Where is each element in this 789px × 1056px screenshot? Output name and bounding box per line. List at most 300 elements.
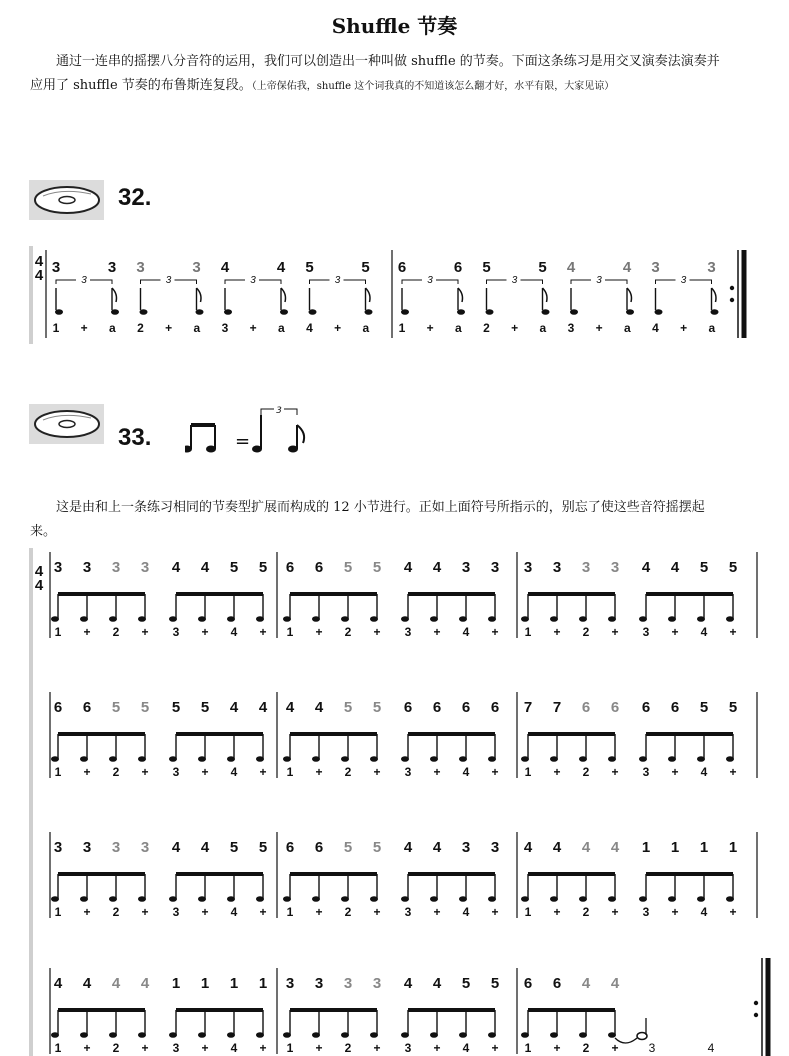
note-head (370, 1032, 378, 1038)
tab-fret-number: 4 (258, 699, 268, 716)
beat-count-label: + (671, 625, 679, 639)
note-head (169, 1032, 177, 1038)
tab-fret-number: 3 (581, 559, 591, 576)
tab-fret-number: 4 (220, 259, 230, 276)
tab-fret-number: 3 (490, 839, 500, 856)
note-head (608, 896, 616, 902)
note-head (697, 756, 705, 762)
note-head (486, 309, 494, 315)
intro-paragraph (30, 50, 720, 99)
note-head (401, 616, 409, 622)
tab-fret-number: 3 (552, 559, 562, 576)
tab-fret-number: 5 (361, 259, 370, 276)
beat-count-label: 4 (700, 905, 708, 919)
note-head (488, 1032, 496, 1038)
page-title: Shuffle 节奏 (331, 14, 458, 38)
note-head (341, 756, 349, 762)
tab-fret-number: 4 (82, 975, 92, 992)
tab-fret-number: 3 (285, 975, 295, 992)
beat-count-label: + (201, 905, 209, 919)
tab-fret-number: 4 (276, 259, 286, 276)
beat-count-label: 1 (54, 905, 62, 919)
page-edge-shadow (29, 246, 33, 344)
beat-count-label: + (259, 905, 267, 919)
note-head (697, 896, 705, 902)
tab-fret-number: 6 (490, 699, 500, 716)
tab-fret-number: 5 (229, 839, 239, 856)
tab-fret-number: 6 (670, 699, 680, 716)
note-head (312, 616, 320, 622)
beat-count-label: a (362, 321, 370, 335)
tab-fret-number: 4 (432, 975, 442, 992)
tab-fret-number: 1 (200, 975, 210, 992)
beat-count-label: + (373, 765, 381, 779)
tab-fret-number: 5 (229, 559, 239, 576)
tab-fret-number: 4 (403, 975, 413, 992)
beat-count-label: 1 (54, 625, 62, 639)
beat-count-label: 4 (700, 625, 708, 639)
beat-count-label: 2 (344, 765, 352, 779)
beat-count-label: + (553, 765, 561, 779)
note-head (488, 756, 496, 762)
beat-count-label: + (201, 625, 209, 639)
note-head (608, 1032, 616, 1038)
beat-count-label: + (595, 321, 603, 335)
note-head (138, 896, 146, 902)
beat-count-label: + (433, 905, 441, 919)
note-head (341, 1032, 349, 1038)
note-head (401, 1032, 409, 1038)
beat-count-label: 1 (524, 625, 532, 639)
note-head (459, 1032, 467, 1038)
beat-count-label: + (141, 625, 149, 639)
beat-count-label: 3 (221, 321, 229, 335)
note-head (138, 756, 146, 762)
beat-count-label: 2 (112, 765, 120, 779)
note-head (430, 616, 438, 622)
beat-count-label: 3 (404, 905, 412, 919)
tab-fret-number: 6 (523, 975, 533, 992)
beat-count-label: 3 (648, 1041, 656, 1055)
tuplet-number: 3 (680, 275, 687, 286)
beat-count-label: + (373, 1041, 381, 1055)
note-head (655, 309, 663, 315)
tab-fret-number: 5 (728, 559, 738, 576)
beat-count-label: + (83, 765, 91, 779)
beat-count-label: 4 (462, 625, 470, 639)
beat-count-label: a (277, 321, 285, 335)
beat-count-label: + (201, 765, 209, 779)
beat-count-label: 3 (172, 905, 180, 919)
tab-fret-number: 3 (523, 559, 533, 576)
tab-fret-number: 3 (82, 559, 92, 576)
beat-count-label: a (454, 321, 462, 335)
note-head (227, 1032, 235, 1038)
tab-fret-number: 4 (566, 259, 576, 276)
tab-fret-number: 7 (552, 699, 562, 716)
note-head (227, 896, 235, 902)
note-head (521, 756, 529, 762)
tab-fret-number: 5 (140, 699, 150, 716)
note-head (51, 756, 59, 762)
note-head (668, 756, 676, 762)
tab-fret-number: 3 (707, 259, 716, 276)
beat-count-label: + (259, 1041, 267, 1055)
tab-fret-number: 3 (314, 975, 324, 992)
tab-fret-number: 5 (482, 259, 491, 276)
note-head (51, 896, 59, 902)
beat-count-label: 4 (707, 1041, 715, 1055)
tab-fret-number: 6 (552, 975, 562, 992)
beat-count-label: 4 (230, 625, 238, 639)
note-head (550, 616, 558, 622)
note-head (140, 309, 148, 315)
note-head (401, 896, 409, 902)
tab-fret-number: 3 (82, 839, 92, 856)
note-head (579, 896, 587, 902)
beat-count-label: 2 (112, 625, 120, 639)
note-head (626, 309, 634, 315)
tab-staff-exercise-32 (0, 246, 789, 346)
tab-fret-number: 4 (403, 559, 413, 576)
beat-count-label: 1 (398, 321, 406, 335)
beat-count-label: 2 (344, 1041, 352, 1055)
tab-fret-number: 3 (343, 975, 353, 992)
beat-count-label: a (539, 321, 547, 335)
note-head (80, 896, 88, 902)
tab-fret-number: 1 (229, 975, 239, 992)
beat-count-label: 2 (483, 321, 490, 335)
note-head (227, 756, 235, 762)
note-head (459, 756, 467, 762)
beat-count-label: 1 (52, 321, 60, 335)
tab-fret-number: 4 (610, 975, 620, 992)
beat-count-label: 1 (286, 765, 294, 779)
note-head (109, 616, 117, 622)
exercise-number-33: 33. (118, 424, 152, 451)
tab-fret-number: 4 (314, 699, 324, 716)
beat-count-label: + (83, 1041, 91, 1055)
note-head (639, 616, 647, 622)
note-head (111, 309, 119, 315)
beat-count-label: + (433, 625, 441, 639)
note-head (169, 896, 177, 902)
note-head (488, 616, 496, 622)
cd-track-icon (29, 404, 104, 444)
beat-count-label: 4 (230, 905, 238, 919)
exercise-33-paragraph: 这是由和上一条练习相同的节奏型扩展而构成的 12 小节进行。正如上面符号所指示的，别忘了使这些音符摇摆起来。 (30, 500, 705, 539)
tab-fret-number: 4 (581, 975, 591, 992)
repeat-dot (754, 1013, 758, 1017)
note-head (51, 1032, 59, 1038)
tab-fret-number: 3 (461, 839, 471, 856)
note-head (109, 1032, 117, 1038)
tab-fret-number: 3 (107, 259, 117, 276)
tab-fret-number: 5 (258, 839, 268, 856)
note-head (668, 896, 676, 902)
note-head (283, 756, 291, 762)
beat-count-label: 2 (582, 905, 590, 919)
note-head (726, 756, 734, 762)
beat-count-label: + (491, 1041, 499, 1055)
beat-count-label: 4 (652, 321, 659, 335)
note-head (256, 1032, 264, 1038)
tuplet-number: 3 (165, 275, 172, 286)
page-edge-shadow (29, 548, 33, 1056)
note-head (341, 896, 349, 902)
note-head (401, 309, 409, 315)
beat-count-label: 2 (112, 905, 120, 919)
note-head (579, 616, 587, 622)
note-head (80, 1032, 88, 1038)
tab-fret-number: 4 (53, 975, 63, 992)
beat-count-label: a (623, 321, 631, 335)
tab-fret-number: 1 (699, 839, 709, 856)
tab-fret-number: 3 (372, 975, 382, 992)
beat-count-label: 3 (642, 905, 650, 919)
beat-count-label: a (193, 321, 201, 335)
tab-fret-number: 4 (581, 839, 591, 856)
repeat-dot (730, 298, 734, 302)
note-head (697, 616, 705, 622)
beat-count-label: + (491, 905, 499, 919)
note-head (459, 616, 467, 622)
tab-fret-number: 3 (111, 839, 121, 856)
tab-fret-number: 5 (171, 699, 181, 716)
tab-fret-number: 5 (111, 699, 121, 716)
tab-fret-number: 3 (461, 559, 471, 576)
tab-fret-number: 6 (641, 699, 651, 716)
beat-count-label: 3 (172, 1041, 180, 1055)
note-head (169, 616, 177, 622)
tab-fret-number: 3 (651, 259, 660, 276)
note-head (711, 309, 719, 315)
tuplet-number: 3 (334, 275, 341, 286)
beat-count-label: 3 (567, 321, 575, 335)
translator-note: （上帝保佑我，shuffle 这个词我真的不知道该怎么翻才好，水平有限，大家见谅） (251, 81, 615, 92)
beat-count-label: + (729, 765, 737, 779)
tab-fret-number: 6 (53, 699, 63, 716)
note-head (457, 309, 465, 315)
note-head (138, 616, 146, 622)
beat-count-label: + (491, 765, 499, 779)
note-head (401, 756, 409, 762)
tuplet-number: 3 (81, 275, 87, 286)
beat-count-label: 3 (642, 625, 650, 639)
beat-count-label: 1 (286, 625, 294, 639)
tab-fret-number: 6 (461, 699, 471, 716)
note-head (196, 309, 204, 315)
tab-fret-number: 5 (490, 975, 500, 992)
beat-count-label: 4 (230, 765, 238, 779)
beat-count-label: 4 (462, 905, 470, 919)
tab-fret-number: 3 (140, 559, 150, 576)
beat-count-label: + (201, 1041, 209, 1055)
note-head (570, 309, 578, 315)
tuplet-number: 3 (250, 275, 256, 286)
note-head (256, 616, 264, 622)
note-head (430, 756, 438, 762)
tab-fret-number: 5 (372, 839, 382, 856)
beat-count-label: + (553, 625, 561, 639)
tab-fret-number: 5 (372, 699, 382, 716)
tab-fret-number: 5 (258, 559, 268, 576)
tab-fret-number: 1 (641, 839, 651, 856)
tab-fret-number: 6 (314, 559, 324, 576)
tab-fret-number: 6 (397, 259, 407, 276)
tab-fret-number: 3 (610, 559, 620, 576)
beat-count-label: + (671, 905, 679, 919)
note-head (668, 616, 676, 622)
note-head (198, 756, 206, 762)
note-head (726, 616, 734, 622)
note-head (550, 1032, 558, 1038)
tab-fret-number: 4 (523, 839, 533, 856)
note-head (370, 896, 378, 902)
beat-count-label: + (671, 765, 679, 779)
beat-count-label: 3 (172, 625, 180, 639)
tab-fret-number: 6 (285, 559, 295, 576)
beat-count-label: + (315, 625, 323, 639)
note-head (109, 756, 117, 762)
tab-fret-number: 1 (171, 975, 181, 992)
tab-fret-number: 1 (670, 839, 680, 856)
beat-count-label: 2 (344, 905, 352, 919)
tab-fret-number: 3 (140, 839, 150, 856)
beat-count-label: + (80, 321, 88, 335)
beat-count-label: 4 (462, 765, 470, 779)
time-signature-bottom: 4 (34, 267, 44, 284)
tab-fret-number: 5 (461, 975, 471, 992)
note-head (608, 616, 616, 622)
tab-fret-number: 5 (305, 259, 314, 276)
tab-fret-number: 4 (610, 839, 620, 856)
beat-count-label: a (108, 321, 116, 335)
note-head (256, 756, 264, 762)
beat-count-label: + (315, 905, 323, 919)
beat-count-label: + (433, 765, 441, 779)
tab-staff-exercise-33 (0, 548, 789, 1056)
note-head (430, 1032, 438, 1038)
beat-count-label: 3 (642, 765, 650, 779)
repeat-dot (754, 1001, 758, 1005)
note-head (488, 896, 496, 902)
beat-count-label: + (83, 905, 91, 919)
note-head (341, 616, 349, 622)
beat-count-label: 1 (524, 1041, 532, 1055)
tab-fret-number: 4 (403, 839, 413, 856)
note-head (550, 896, 558, 902)
tab-fret-number: 6 (581, 699, 591, 716)
tab-fret-number: 4 (670, 559, 680, 576)
beat-count-label: 1 (524, 905, 532, 919)
note-head (280, 309, 288, 315)
beat-count-label: + (611, 1041, 619, 1055)
tab-fret-number: 3 (192, 259, 201, 276)
tab-fret-number: 5 (728, 699, 738, 716)
note-head (283, 616, 291, 622)
beat-count-label: + (315, 1041, 323, 1055)
tab-fret-number: 5 (372, 559, 382, 576)
beat-count-label: + (553, 905, 561, 919)
note-head (80, 616, 88, 622)
tab-fret-number: 5 (699, 699, 709, 716)
tab-fret-number: 4 (432, 839, 442, 856)
note-head (198, 1032, 206, 1038)
note-head (283, 896, 291, 902)
beat-count-label: 3 (404, 625, 412, 639)
note-head (169, 756, 177, 762)
tab-fret-number: 5 (538, 259, 547, 276)
note-head (550, 756, 558, 762)
beat-count-label: + (611, 905, 619, 919)
time-signature-top: 4 (34, 563, 44, 580)
tab-fret-number: 4 (111, 975, 121, 992)
swing-equivalence-symbol (185, 403, 325, 459)
note-head (521, 896, 529, 902)
beat-count-label: 2 (344, 625, 352, 639)
time-signature-top: 4 (34, 253, 44, 270)
tab-fret-number: 5 (343, 839, 353, 856)
beat-count-label: + (426, 321, 434, 335)
tab-fret-number: 3 (53, 559, 63, 576)
note-head (521, 616, 529, 622)
note-head (109, 896, 117, 902)
beat-count-label: + (729, 625, 737, 639)
beat-count-label: + (511, 321, 519, 335)
beat-count-label: 2 (137, 321, 144, 335)
beat-count-label: + (165, 321, 173, 335)
beat-count-label: + (334, 321, 342, 335)
beat-count-label: + (373, 905, 381, 919)
equals-sign: = (235, 431, 251, 452)
tab-fret-number: 4 (285, 699, 295, 716)
tab-fret-number: 4 (171, 839, 181, 856)
tab-fret-number: 3 (111, 559, 121, 576)
tab-fret-number: 6 (403, 699, 413, 716)
note-head (579, 1032, 587, 1038)
note-head (726, 896, 734, 902)
note-head (138, 1032, 146, 1038)
beat-count-label: + (680, 321, 688, 335)
beat-count-label: + (553, 1041, 561, 1055)
beat-count-label: 2 (112, 1041, 120, 1055)
beat-count-label: + (373, 625, 381, 639)
note-head (579, 756, 587, 762)
note-head (198, 896, 206, 902)
beat-count-label: + (433, 1041, 441, 1055)
note-head (370, 616, 378, 622)
note-head (312, 1032, 320, 1038)
beat-count-label: 1 (286, 905, 294, 919)
tab-fret-number: 3 (490, 559, 500, 576)
beat-count-label: 1 (286, 1041, 294, 1055)
tab-fret-number: 4 (200, 839, 210, 856)
beat-count-label: 4 (700, 765, 708, 779)
tab-fret-number: 6 (432, 699, 442, 716)
beat-count-label: 2 (582, 1041, 590, 1055)
tab-fret-number: 5 (699, 559, 709, 576)
beat-count-label: + (729, 905, 737, 919)
exercise-number-32: 32. (118, 184, 152, 211)
beat-count-label: + (83, 625, 91, 639)
note-head (51, 616, 59, 622)
triplet-mark: 3 (276, 406, 282, 416)
note-head (639, 756, 647, 762)
intro-text: 通过一连串的摇摆八分音符的运用，我们可以创造出一种叫做 shuffle 的节奏。下面这条练习是用交叉演奏法演奏并应用了 shuffle 节奏的布鲁斯连复段。 (30, 54, 720, 93)
time-signature-bottom: 4 (34, 577, 44, 594)
beat-count-label: + (141, 1041, 149, 1055)
